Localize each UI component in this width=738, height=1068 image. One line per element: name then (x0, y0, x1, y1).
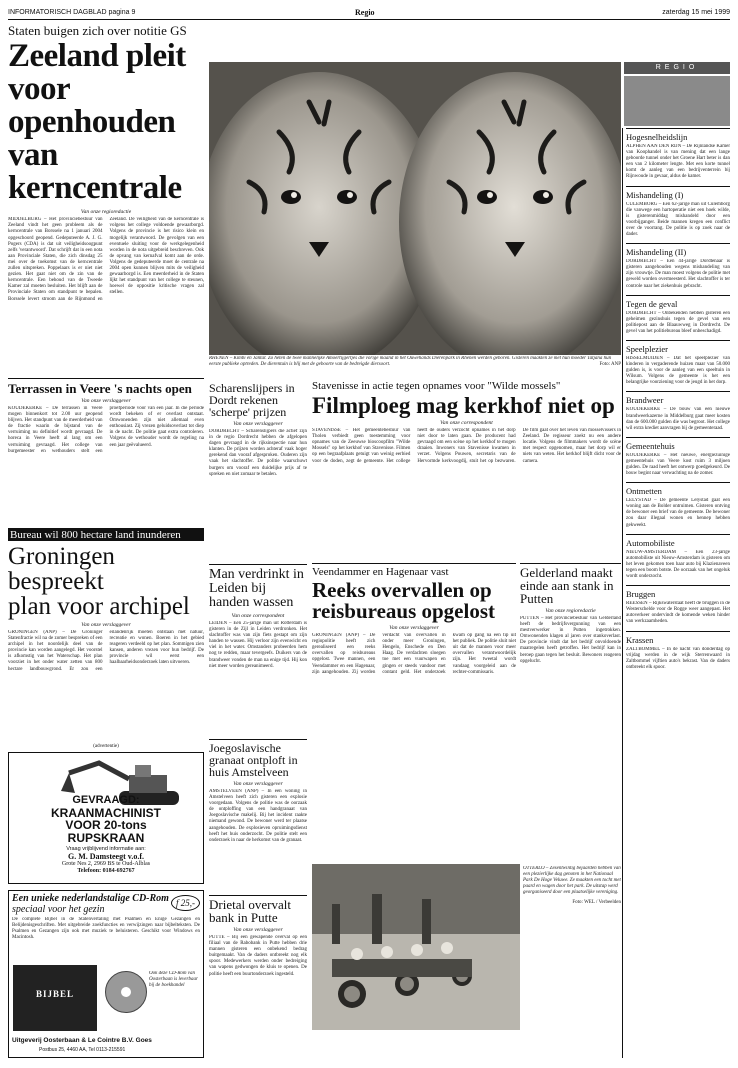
cdrom-pobox: Postbus 25, 4460 AA, Tel 0113-215591 (39, 1047, 126, 1053)
terrassen-rule (8, 378, 204, 379)
ad-title-1: GEVRAAGD: (72, 794, 140, 806)
filmploeg-headline: Filmploeg mag kerkhof niet op (312, 393, 615, 419)
sidebar-news-item (626, 437, 730, 482)
cdrom-publisher: Uitgeverij Oosterbaan & Le Cointre B.V. Goes (12, 1037, 152, 1044)
scharen-body: DORDRECHT – Scharenslijpers die actief zijn in de regio Dordrecht hebben de afgelopen dagen gevraagd in de rijksinspectie naar hun klanten. De prijzen worden achteraf vaak hoger gerekend dan vooraf afgesproken. Ouderen zijn vaak het slachtoffer. De politie waarschuwt burgers om vooraf een duidelijke prijs af te spreken en niet zomaar te betalen. (209, 429, 307, 477)
sidebar-news-body: DORDRECHT – Onbekenden hebben gisteren een geheimen gezinshuis tegen de gevel van een politiepost aan de Blaauwweg in Dordrecht. De gevel van het politiebureau bleef onbeschadigd. (626, 310, 730, 334)
sidebar-news-item (626, 482, 730, 533)
sidebar-news-body: DORDRECHT – Een 44-jarige Dordtenaar is gisteren aangehouden wegens mishandeling van zijn vrouwtje. De man moest volgens de politie met geweld worden overmeesterd. Het slachtoffer is ter controle naar het ziekenhuis gebracht. (626, 259, 730, 289)
cdrom-title-2: speciaal voor het gezin (12, 904, 105, 915)
sidebar-news-title: Krassen (626, 634, 654, 645)
verdrinkt-byline: Van onze correspondent (231, 613, 285, 619)
article-body: MIDDELBURG – Het provinciebestuur van Zeeland vindt het geen probleem als de kerncentrale van Borssele na 1 januari 2004 opgeschoord geopend. Gedeputeerde A. J. G. Pogers (CDA) is dat uit veiligheidsoogpunt zelfs 'verantwoord'. Dat schrijft dat in een nota aan Provinciale Staten, die zich dinsdag 25 mei over de toekomst van de kerncentrale zullen uitspreken. Poppelaars is er niet niet gezien. Het gaat niet om de zin van de kerncentrale. Een behoud van de Tweede Kamer zal moeten besluiten. Het blijft aan de Provinciale Staten om standpunt te bepalen. Borssele levert stroom aan de Rijnmond en Zeeland. De veiligheid van de kerncentrale is volgens het college voldoende gewaarborgd. Volgens de provincie is het risico klein en mogelijk verantwoord. De gevolgen van een eventuele sluiting voor de werkgelegenheid worden in de nota uitgebreid beschreven. Ook de opvang van kernafval komt aan de orde. Volgens de gedeputeerde moet de centrale na 2004 open kunnen blijven mits de veiligheid gewaarborgd is. Een meerderheid in de Staten lijkt het standpunt van het college te steunen, hoewel de oppositie kritische vragen zal stellen. (8, 217, 204, 302)
otterlo-caption-text: OTTERLO – Zesentwintig bejaarden hebben van een plezierlijke dag genoten in het Nationaal Park De Hoge Veluwe. Ze maakten een tocht met paard en wagen door het park. De uitstap werd georganiseerd door een plaatselijke vereniging. (523, 866, 621, 895)
article-kicker: Staten buigen zich over notitie GS (8, 23, 187, 38)
sidebar-news-title: Mishandeling (I) (626, 189, 684, 200)
grey-texture (624, 76, 730, 126)
ad-label: (advertentie) (93, 744, 119, 749)
gelderland-body: PUTTEN – Het provinciebestuur van Gelderland heeft de bedrijfsvergunning van een mestverwerker in Putten ingetrokken. Omwonenden klagen al jaren over stankoverlast. De provincie vindt dat het bedrijf onvoldoende maatregelen heeft getroffen. Het bedrijf kan in beroep gaan tegen het besluit. Bewoners reageren opgelucht. (520, 616, 621, 664)
caption-credit: Foto: ANP (599, 362, 621, 367)
cdrom-body: De complete Bijbel in de Statenvertaling met Psalmen en Enige Gezangen en Belijdenisgeschriften. Met uitgebreide zoekfuncties en verwijzingen naar bijbelteksten. De Psalmen en Gezangen zijn ook met muziek te beluisteren. Geschikt voor Windows en Macintosh. (12, 917, 200, 941)
sidebar-news-body: NIEUW-AMSTERDAM – Een 23-jarige automobiliste uit Nieuw-Amsterdam is gisteren om het leven gekomen toen haar auto bij Klazienaveen tegen een boom botste. De oorzaak van het ongeluk wordt onderzocht. (626, 549, 730, 580)
scharen-byline: Van onze verslaggever (233, 421, 283, 427)
verdrinkt-rule (209, 564, 307, 565)
terrassen-headline: Terrassen in Veere 's nachts open (8, 381, 192, 396)
article-filmploeg (312, 380, 621, 560)
article-man-verdrinkt (209, 568, 307, 738)
ad-info: Vraag vrijblijvend informatie aan: (66, 846, 146, 853)
sidebar-news-title: Gemeentehuis (626, 440, 675, 451)
sidebar-news-item (626, 295, 730, 340)
joego-body: AMSTELVEEN (ANP) – In een woning in Amstelveen heeft zich gisteren een explosie voorgedaan. Volgens de politie was de oorzaak de ontploffing van een handgranaat van Joegoslavische makelij. Bij het incident raakte niemand gewond. De bewoner werd ter plaatse aangehouden. De explosieven opruimingsdienst heeft het huis onderzocht. De politie stelt een onderzoek in naar de herkomst van de granaat. (209, 789, 307, 843)
ad-phone: Telefoon: 0184-692767 (77, 867, 135, 874)
sidebar-news-item (626, 631, 730, 676)
caption-text: RHENEN – Kimbi en Jantar. Zo heten de twee mannelijke Amoertijgertjes die vorige maand in het Ouwehands Dierenpark in Rhenen werden geboren. Gisteren maakten ze met hun moeder Tatjana hun eerste publieke optreden. De dierentuin is blij met de geboorte van de bedreigde diersoort. (209, 356, 612, 367)
photo-caption (209, 356, 621, 376)
sidebar-news-item (626, 243, 730, 294)
sidebar-news-title: Tegen de geval (626, 298, 678, 309)
sidebar-news-body: KOUDEKERKE – De bouw van een nieuwe brandweerkazerne in Middelburg gaat meer kosten dan de 600.000 gulden die was begroot. Het college wil extra krediet aanvragen bij de gemeenteraad. (626, 407, 730, 431)
filmploeg-kicker: Stavenisse in actie tegen opnames voor "Wilde mossels" (312, 380, 561, 392)
groningen-byline: Van onze verslaggever (81, 622, 131, 628)
sidebar-news-item (626, 340, 730, 391)
bank-byline: Van onze verslaggever (233, 927, 283, 933)
sidebar-news-title: Speelplezier (626, 343, 669, 354)
article-reeks (312, 566, 516, 744)
photo-otterlo (312, 864, 520, 1030)
ad-title-4: RUPSKRAAN (67, 830, 145, 845)
page-date: zaterdag 15 mei 1999 (662, 9, 730, 16)
header-rule (8, 19, 730, 20)
sidebar-news-title: Ontmetten (626, 486, 662, 497)
joego-rule (209, 739, 307, 740)
ad-cdrom (8, 890, 204, 1058)
sidebar-news-body: CULEMBORG – Een 62-jarige man uit Culemborg die vanwege een hartoperatie niet een hoek wilde, is gisterenmiddag mishandeld door een voorbijganger. Beide mannen kregen een conflict over de voorrang. De politie is op zoek naar de dader. (626, 201, 730, 238)
sidebar-news-body: HISSELMUIDEN – Dat het speelplezier van kinderen in vergaderende huizen maar van 50.000 gulden is, is voor de aanleg van een speeltuin in Wilsum. Volgens de gemeente is het een belangrijke voorziening voor de jeugd in het dorp. (626, 355, 730, 386)
tigers-image (209, 62, 621, 355)
sidebar-news-body: ZALTBOMMEL – In de nacht van donderdag op vrijdag werden in de wijk Sterrenwaard in Zaltbommel vijftien auto's bekrast. Van de daders ontbreekt elk spoor. (626, 646, 730, 670)
photo-tigers (209, 62, 621, 355)
filmploeg-body: STAVENISSE – Het gemeentebestuur van Tholen verbiedt geen toestemming voor opnames van de Zeeuwse bioscoopfilm "Wilde Mossels" op het kerkhof van Stavenisse. Filmen op een begraafplaats getuigt van weinig eerbied voor de doden, zegt de gemeente. Het college heeft de ouders verzocht opnames in het dorp niet door te laten gaan. De producent had gevraagd om een scène op het kerkhof te mogen draaien. Inwoners van Stavenisse kwamen in verzet. Volgens Pouwen, secretaris van de Hervormde kerkvoogdij, stuit het op bezwaren. De film gaat over het leven van mosselvissers in Zeeland. De regisseur zoekt nu een andere locatie. Volgens de filmmakers wordt de scène met respect opgenomen, maar het dorp wil er niets van weten. Het kerkhof blijft dicht voor de camera. (312, 428, 621, 464)
ad-address: Grote Nes 2, 2969 BS te Oud-Alblas (61, 861, 151, 868)
sidebar-rule (622, 128, 623, 1058)
reeks-rule (312, 563, 516, 564)
otterlo-caption (523, 866, 621, 1030)
sidebar-news-title: Bruggen (626, 589, 656, 600)
bank-headline: Drietal overvalt bank in Putte (209, 897, 291, 925)
joego-headline: Joegoslavische granaat ontploft in huis Amstelveen (209, 741, 298, 779)
sidebar-news-body: REESSEN – Rijkswaterstaat heeft de bruggen in de Westerschelde voor de Rogge weer aangepast. Het autoverkeer ondervindt de komende weken hinder van werkzaamheden. (626, 601, 730, 625)
joego-byline: Van onze verslaggever (233, 781, 283, 787)
verdrinkt-body: LEIDEN – Een 25-jarige man uit Rotterdam is gisteren in de Zijl in Leiden verdronken. Het slachtoffer was van zijn fiets gestapt om zijn handen te wassen. Hij verloor zijn evenwicht en viel in het water. Omstanders probeerden hem nog te redden, maar tevergeefs. Duikers van de brandweer vonden de man na enige tijd. Hij kon niet meer worden gereanimeerd. (209, 621, 307, 669)
cdrom-title-1: Een unieke nederlandstalige CD-Rom (12, 893, 169, 904)
regio-banner: REGIO (624, 62, 730, 74)
groningen-headline-2: plan voor archipel (8, 593, 190, 620)
scharen-headline: Scharenslijpers in Dordt rekenen 'scherpe' prijzen (209, 381, 295, 419)
sidebar-news-title: Automobiliste (626, 537, 675, 548)
sidebar-news-body: KOUDEKERKE – Het nieuwe, energiezuinige gemeentehuis van Veere kost ruim 3 miljoen gulden. De raad heeft het ontwerp goedgekeurd. De bouw begint naar verwachting na de zomer. (626, 452, 730, 477)
ad-title-3: VOOR 20-tons (65, 818, 147, 833)
terrassen-body: KOUDEKERKE – De terrassen in Veere mogen binnenkort tot 2.00 uur geopend blijven. Het standpunt van de meerderheid van de fractie waarin de bijstand van de verruiming nu definitief wordt gevraagd. De horeca in Veere heeft al lang om een verruiming gevraagd. Het college van burgemeester en wethouders stelt een proefperiode voor van een jaar. In die periode wordt bekeken of er overlast ontstaat. Omwonenden zijn niet allemaal even enthousiast. Zij vrezen geluidsoverlast tot diep in de nacht. De politie gaat extra controleren. Volgens de wethouder wordt de regeling na een jaar geëvalueerd. (8, 406, 204, 454)
paper-name: INFORMATORISCH DAGBLAD pagina 9 (8, 9, 136, 16)
horse-cart-image (312, 864, 520, 1030)
bank-rule (209, 895, 307, 896)
verdrinkt-headline: Man verdrinkt in Leiden bij handen wassen (209, 567, 304, 610)
reeks-headline-2: reisbureaus opgelost (312, 599, 495, 624)
cdrom-order: Ook deze CD-Rom van Oosterbaan is leverbaar bij de boekhandel (149, 971, 198, 989)
sidebar-news-item (626, 391, 730, 436)
byline: Van onze regioredactie (80, 209, 132, 216)
headline-line-1: Zeeland pleit (8, 38, 186, 75)
groningen-body: GRONINGEN (ANP) – De Groninger Statenfractie wil na de zomer bespreken of een archipel in het noordelijk deel van de provincie kan worden aangelegd. Het voorstel is afkomstig van het Waterschap. Het plan voorziet in het onder water zetten van 800 hectare landbouwgrond. Er zou een eilandenrijk moeten ontstaan met natuur, recreatie en wonen. Boeren in het gebied reageren verdeeld op het plan. Sommigen zien kansen, anderen vrezen voor hun bedrijf. De provincie wil eerst een haalbaarheidsonderzoek laten uitvoeren. (8, 630, 204, 672)
sidebar-news-item (626, 534, 730, 585)
terrassen-byline: Van onze verslaggever (81, 398, 131, 404)
sidebar-news-title: Mishandeling (II) (626, 247, 687, 258)
article-joegoslavische (209, 742, 307, 892)
groningen-kicker: Bureau wil 800 hectare land inunderen (10, 529, 181, 541)
article-scharenslijpers (209, 382, 307, 562)
article-terrassen (8, 378, 204, 526)
sidebar-news-body: ALPHEN AAN DEN RIJN – De Rijnlandse Kamer van Koophandel is van mening dat een lange geboorde tunnel onder het Groene Hart beter is dan een van 2 kilometer lengte. Met een korte tunnel komt de aanleg van een bedrijventerrein bij Rijnwoude in gevaar, aldus de kamer. (626, 144, 730, 180)
sidebar-news-item (626, 585, 730, 630)
groningen-headline-1: Groningen bespreekt (8, 543, 115, 595)
gelderland-headline: Gelderland maakt einde aan stank in Putten (520, 565, 614, 606)
article-groningen (8, 528, 204, 740)
bank-body: PUTTE – Bij een gewapende overval op een filiaal van de Rabobank in Putte hebben drie mannen gisteren een onbekend bedrag buitgemaakt. Van de daders ontbreekt nog elk spoor. Medewerkers werden onder bedreiging van wapens gedwongen de kluis te openen. De politie heeft een buurtonderzoek ingesteld. (209, 935, 307, 977)
cdrom-disc-icon (105, 971, 147, 1013)
gelderland-byline: Van onze regioredactie (545, 608, 596, 614)
reeks-kicker: Veendammer en Hagenaar vast (312, 566, 449, 578)
headline-line-2: voor openhouden (8, 71, 176, 141)
otterlo-credit: Foto: WEL / Verbeelden (572, 900, 621, 905)
sidebar-news-title: Hogesnelheidslijn (626, 132, 688, 142)
article-kerncentrale (8, 24, 204, 374)
reeks-byline: Van onze verslaggever (389, 625, 439, 632)
sidebar-news-body: LELYSTAD – De gemeente Lelystad gaat een woning aan de Bolder ontruimen. Gisteren ontving de bewoner een brief van de gemeente. De bewoner zou daar illegaal wonen en hennep hebben gekweekt. (626, 498, 730, 528)
reeks-body: GRONINGEN (ANP) – De regiopolitie heeft zich gerealiseerd een reeks overvallen op reisbureaus opgelost. Twee mannen, een Veendammer en een Hagenaar, zijn aangehouden. Zij worden verdacht van overvallen in onder meer Groningen, Hengelo, Enschede en Den Haag. De verdachten sloegen toe met een vuurwapen en gingen er steeds vandoor met contant geld. Het onderzoek kwam op gang na een tip uit het publiek. De politie sluit niet uit dat de mannen voor meer overvallen verantwoordelijk zijn. Het tweetal wordt vandaag voorgeleid aan de rechter-commissaris. (312, 633, 516, 675)
ad-title-2: KRAANMACHINIST (51, 805, 161, 820)
cdrom-box-label: BIJBEL (35, 989, 74, 999)
sidebar-news (626, 128, 730, 1058)
sidebar-news-item (626, 128, 730, 186)
sidebar-news-item (626, 186, 730, 244)
ad-kraanmachinist (8, 744, 204, 884)
section-label: Regio (355, 8, 375, 17)
article-gelderland (520, 566, 621, 756)
ad-company: G. M. Damsteegt v.o.f. (68, 852, 144, 862)
cdrom-price: f 25,- (171, 895, 200, 911)
sidebar-news-title: Brandweer (626, 395, 664, 406)
headline-line-3: van kerncentrale (8, 137, 182, 207)
filmploeg-byline: Van onze correspondent (440, 420, 493, 427)
cdrom-box (13, 965, 97, 1031)
reeks-headline-1: Reeks overvallen op (312, 578, 492, 603)
article-bank-putte (209, 898, 307, 1058)
gelderland-rule (520, 563, 621, 564)
